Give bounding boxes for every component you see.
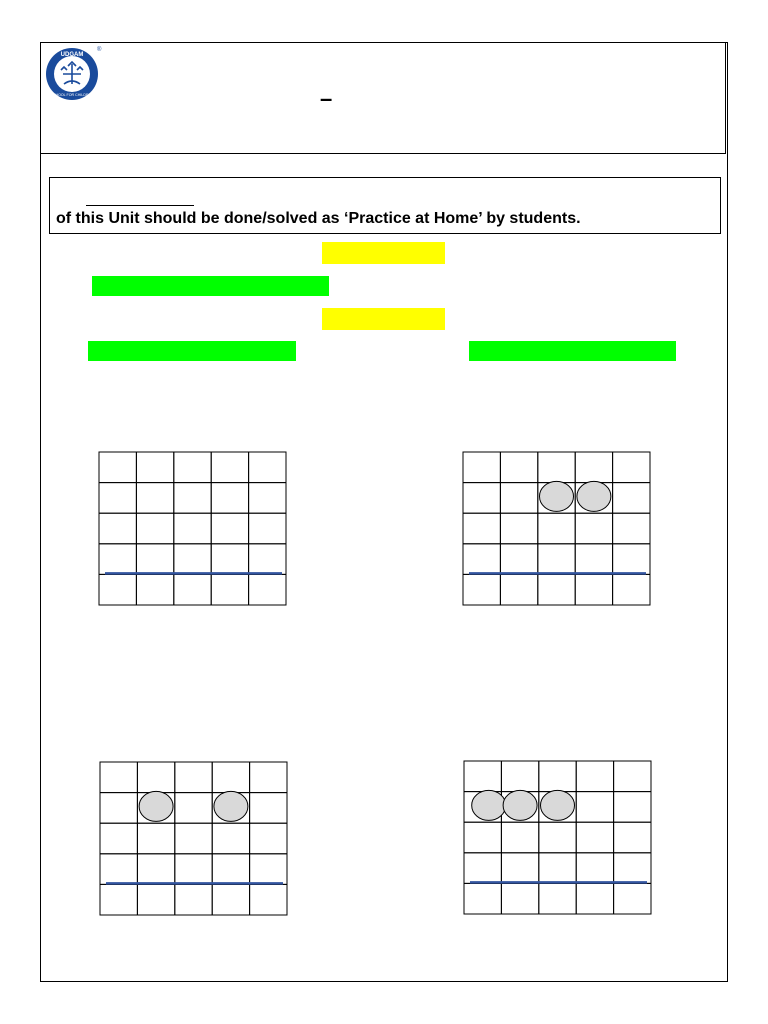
grid-cell xyxy=(100,762,137,793)
notice-blank-underline xyxy=(86,205,194,206)
highlight-green-1 xyxy=(92,276,329,296)
grid-cell xyxy=(211,483,248,514)
grid-cell xyxy=(174,483,211,514)
grid-cell xyxy=(613,513,650,544)
grid-cell xyxy=(576,822,613,853)
grid-cell xyxy=(464,853,501,884)
grid-cell xyxy=(250,823,287,854)
grid-cell xyxy=(500,483,537,514)
grid-cell xyxy=(136,544,173,575)
grid-cell xyxy=(100,884,137,915)
grid-cell xyxy=(538,574,575,605)
header-box xyxy=(40,42,726,154)
grid-cell xyxy=(249,452,286,483)
grid-cell xyxy=(249,544,286,575)
grid-cell xyxy=(501,853,538,884)
grid-cell xyxy=(613,574,650,605)
abacus-grid-3 xyxy=(99,761,289,917)
abacus-bead xyxy=(503,790,537,820)
grid-cell xyxy=(250,854,287,885)
grid-cell xyxy=(136,483,173,514)
grid-cell xyxy=(211,513,248,544)
grid-cell xyxy=(136,513,173,544)
grid-cell xyxy=(136,574,173,605)
grid-cell xyxy=(463,544,500,575)
grid-cell xyxy=(250,793,287,824)
grid-cell xyxy=(99,544,136,575)
grid-cell xyxy=(463,452,500,483)
grid-cell xyxy=(500,452,537,483)
grid-cell xyxy=(576,792,613,823)
grid-cell xyxy=(137,762,174,793)
notice-text: of this Unit should be done/solved as ‘Practice at Home’ by students. xyxy=(56,210,581,227)
highlight-yellow-1 xyxy=(322,242,445,264)
logo-label-top: UDGAM xyxy=(60,52,84,58)
abacus-bead xyxy=(577,481,611,511)
grid-cell xyxy=(249,513,286,544)
abacus-grid-4 xyxy=(463,760,653,916)
grid-cell xyxy=(212,762,249,793)
abacus-bead xyxy=(472,790,506,820)
grid-cell xyxy=(575,452,612,483)
highlight-green-2 xyxy=(88,341,296,361)
grid-cell xyxy=(501,883,538,914)
grid-cell xyxy=(464,822,501,853)
grid-cell xyxy=(575,544,612,575)
grid-cell xyxy=(614,822,651,853)
grid-cell xyxy=(175,793,212,824)
grid-cell xyxy=(250,884,287,915)
grid-cell xyxy=(99,513,136,544)
grid-cell xyxy=(539,761,576,792)
grid-cell xyxy=(576,761,613,792)
grid-cell xyxy=(463,574,500,605)
grid-cell xyxy=(100,793,137,824)
abacus-grid-2 xyxy=(462,451,652,607)
grid-cell xyxy=(539,822,576,853)
grid-cell xyxy=(137,854,174,885)
grid-cell xyxy=(613,544,650,575)
grid-cell xyxy=(99,574,136,605)
grid-cell xyxy=(137,823,174,854)
grid-cell xyxy=(614,761,651,792)
logo-registered-mark: ® xyxy=(97,47,102,53)
grid-cell xyxy=(614,853,651,884)
grid-cell xyxy=(174,513,211,544)
grid-cell xyxy=(463,483,500,514)
grid-cell xyxy=(538,513,575,544)
grid-cell xyxy=(501,822,538,853)
grid-cell xyxy=(613,452,650,483)
abacus-grid-1 xyxy=(98,451,288,607)
header-dash: – xyxy=(320,86,333,111)
grid-cell xyxy=(212,884,249,915)
abacus-bead xyxy=(214,791,248,821)
grid-cell xyxy=(136,452,173,483)
grid-cell xyxy=(174,574,211,605)
grid-cell xyxy=(174,544,211,575)
grid-cell xyxy=(538,452,575,483)
grid-cell xyxy=(500,544,537,575)
grid-cell xyxy=(614,883,651,914)
grid-cell xyxy=(211,452,248,483)
grid-cell xyxy=(250,762,287,793)
grid-cell xyxy=(174,452,211,483)
abacus-bead xyxy=(139,791,173,821)
grid-cell xyxy=(576,853,613,884)
grid-cell xyxy=(100,823,137,854)
grid-cell xyxy=(212,823,249,854)
grid-cell xyxy=(249,483,286,514)
grid-cell xyxy=(175,884,212,915)
grid-cell xyxy=(500,513,537,544)
grid-cell xyxy=(539,853,576,884)
highlight-green-3 xyxy=(469,341,676,361)
grid-cell xyxy=(100,854,137,885)
grid-cell xyxy=(99,483,136,514)
school-logo xyxy=(43,44,103,100)
grid-cell xyxy=(212,854,249,885)
grid-cell xyxy=(211,574,248,605)
abacus-bead xyxy=(541,790,575,820)
grid-cell xyxy=(539,883,576,914)
grid-cell xyxy=(464,761,501,792)
grid-cell xyxy=(99,452,136,483)
grid-cell xyxy=(501,761,538,792)
grid-cell xyxy=(175,823,212,854)
grid-cell xyxy=(137,884,174,915)
grid-cell xyxy=(575,574,612,605)
grid-cell xyxy=(500,574,537,605)
grid-cell xyxy=(211,544,248,575)
highlight-yellow-2 xyxy=(322,308,445,330)
grid-cell xyxy=(576,883,613,914)
grid-cell xyxy=(463,513,500,544)
grid-cell xyxy=(575,513,612,544)
grid-cell xyxy=(175,762,212,793)
logo-label-bottom: SCHOOL FOR CHILDREN xyxy=(50,93,94,97)
grid-cell xyxy=(175,854,212,885)
grid-cell xyxy=(538,544,575,575)
grid-cell xyxy=(464,883,501,914)
grid-cell xyxy=(614,792,651,823)
grid-cell xyxy=(249,574,286,605)
grid-cell xyxy=(613,483,650,514)
abacus-bead xyxy=(540,481,574,511)
